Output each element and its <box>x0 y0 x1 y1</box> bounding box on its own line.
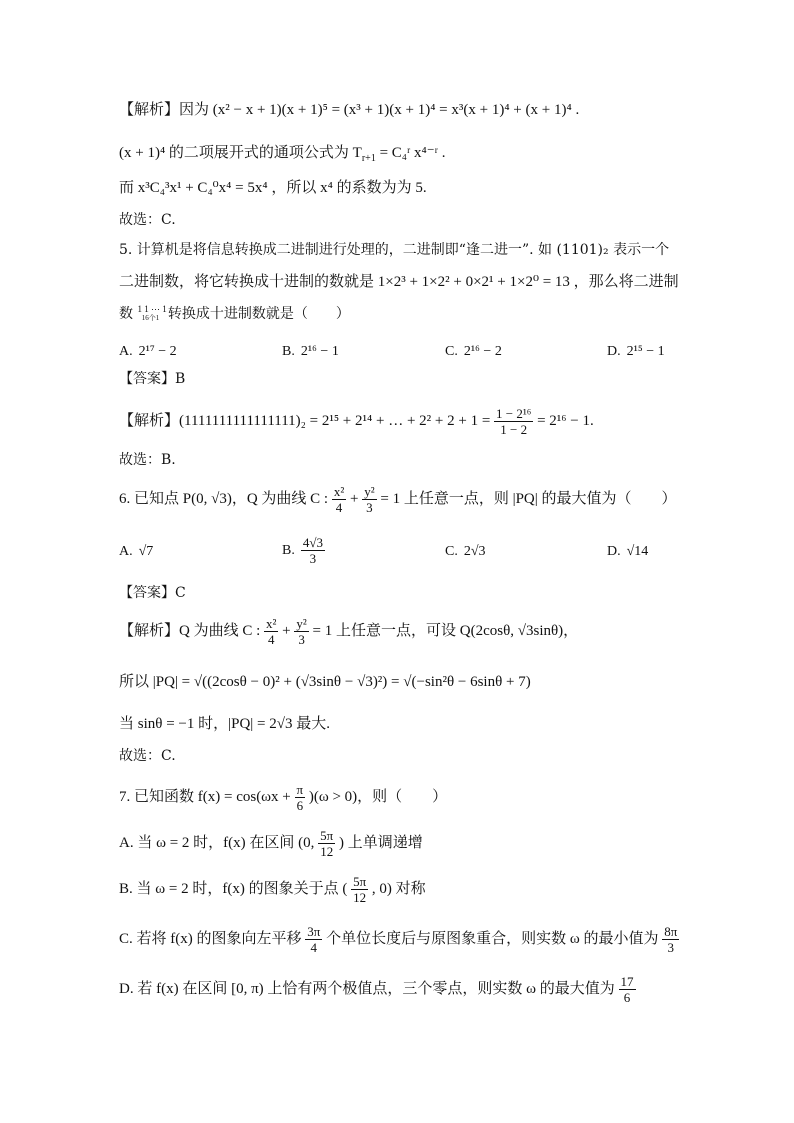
q5-choice-a-text: 2¹⁷ − 2 <box>138 344 177 359</box>
q7-stem-post: )(ω > 0)，则（ ） <box>308 789 448 805</box>
q7-optC-num: 3π <box>307 924 321 940</box>
q6-frac-x <box>332 484 346 515</box>
q5-frac-num: 1 − 2¹⁶ <box>496 406 532 422</box>
q5-analysis-post: = 2¹⁶ − 1. <box>537 413 594 429</box>
q7-optC-den2: 3 <box>667 940 674 956</box>
q7-stem-frac-den: 6 <box>296 798 304 814</box>
q6-frac-y-den: 3 <box>366 500 373 516</box>
q6-analysis-line3: 当 sinθ = −1 时，|PQ| = 2√3 最大. <box>119 716 330 732</box>
q6-analysis-frac-x <box>264 616 278 647</box>
q5-choice-c-text: 2¹⁶ − 2 <box>463 344 502 359</box>
q5-choice-d-label: D. <box>607 344 621 359</box>
q6-choice-a <box>119 542 153 562</box>
binary-icon-top: 1 1 ⋯ 1 <box>137 304 167 314</box>
q6-analysis1-pre: 【解析】Q 为曲线 C : <box>119 623 261 639</box>
q6-choice-b <box>282 532 325 570</box>
q7-option-b <box>119 872 426 906</box>
q6-frac-y-num: y² <box>364 484 375 500</box>
q5-analysis <box>119 404 594 438</box>
q6-choice-c <box>445 542 486 562</box>
q6-choice-a-text: √7 <box>138 544 154 559</box>
q7-optA-pre: A. 当 ω = 2 时，f(x) 在区间 (0, <box>119 835 315 851</box>
q7-stem-frac-num: π <box>296 782 304 798</box>
q4-line2-tail: = C₄ʳ x⁴⁻ʳ . <box>375 145 446 161</box>
q5-choice-b <box>282 342 339 362</box>
q5-choice-d <box>607 342 665 362</box>
q7-optB-den: 12 <box>353 890 367 906</box>
q6-select: 故选：C. <box>119 748 176 764</box>
q5-stem-line3 <box>119 304 350 324</box>
q6-analysis-line2: 所以 |PQ| = √((2cosθ − 0)² + (√3sinθ − √3)²) = √(−sin²θ − 6sinθ + 7) <box>119 674 531 690</box>
q4-analysis-line3: 而 x³C₄³x¹ + C₄⁰x⁴ = 5x⁴ ，所以 x⁴ 的系数为为 5. <box>119 180 427 196</box>
q7-option-c <box>119 922 679 956</box>
q6-analysis-frac-y-den: 3 <box>298 632 305 648</box>
q6-analysis-frac-y-num: y² <box>296 616 307 632</box>
q6-choice-b-label: B. <box>282 543 295 558</box>
q7-optD-num: 17 <box>620 974 634 990</box>
q5-stem-line2: 二进制数，将它转换成十进制的数就是 1×2³ + 1×2² + 0×2¹ + 1×2⁰ = 13 ，那么将二进制 <box>119 274 679 290</box>
q5-line3-post: 转换成十进制数就是（ ） <box>167 306 350 322</box>
q6-frac-y <box>362 484 376 515</box>
q6-choice-b-fraction <box>301 535 325 566</box>
q5-frac-den: 1 − 2 <box>500 422 528 438</box>
q7-optA-num: 5π <box>320 828 334 844</box>
q5-choice-c <box>445 342 502 362</box>
q5-select: 故选：B. <box>119 452 176 468</box>
q7-optD-den: 6 <box>623 990 631 1006</box>
q7-optC-mid: 个单位长度后与原图象重合，则实数 ω 的最小值为 <box>326 931 659 947</box>
q6-stem-pre: 6. 已知点 P(0, √3)，Q 为曲线 C : <box>119 491 329 507</box>
q7-stem <box>119 780 447 814</box>
q6-choice-b-num: 4√3 <box>302 535 323 551</box>
q6-choice-d <box>607 542 648 562</box>
binary-number-icon <box>137 304 167 323</box>
q4-select: 故选：C. <box>119 212 176 228</box>
q7-optC-num2: 8π <box>664 924 678 940</box>
q6-analysis-line1 <box>119 614 578 648</box>
q5-analysis-pre: 【解析】(1111111111111111)₂ = 2¹⁵ + 2¹⁴ + … + 2² + 2 + 1 = <box>119 413 491 429</box>
q4-analysis-line2 <box>119 143 445 169</box>
q6-analysis-frac-y <box>294 616 308 647</box>
q6-choice-c-label: C. <box>445 544 458 559</box>
q6-analysis-plus: + <box>282 623 291 639</box>
q7-optA-den: 12 <box>320 844 334 860</box>
q6-frac-x-den: 4 <box>335 500 343 516</box>
q7-optD-pre: D. 若 f(x) 在区间 [0, π) 上恰有两个极值点，三个零点，则实数 ω 的最大值为 <box>119 981 615 997</box>
q6-stem <box>119 482 677 516</box>
q7-option-a <box>119 826 423 860</box>
q6-analysis-frac-x-num: x² <box>266 616 277 632</box>
q7-optB-pre: B. 当 ω = 2 时，f(x) 的图象关于点 ( <box>119 881 348 897</box>
q4-line2-text: (x + 1)⁴ 的二项展开式的通项公式为 T <box>119 145 362 161</box>
q7-optD-fraction <box>619 974 636 1005</box>
q7-option-d <box>119 972 636 1006</box>
q6-choice-b-den: 3 <box>309 551 317 567</box>
q7-optB-fraction <box>351 874 368 905</box>
q6-plus: + <box>349 491 359 507</box>
q5-analysis-fraction <box>494 406 533 437</box>
binary-icon-bottom: 16个1 <box>141 314 160 322</box>
q5-choice-c-label: C. <box>445 344 458 359</box>
q5-choice-a-label: A. <box>119 344 133 359</box>
q6-choice-c-text: 2√3 <box>463 544 486 559</box>
q7-optC-fraction <box>305 924 322 955</box>
q4-analysis-line1: 【解析】因为 (x² − x + 1)(x + 1)⁵ = (x³ + 1)(x + 1)⁴ = x³(x + 1)⁴ + (x + 1)⁴ . <box>119 102 580 118</box>
q5-choice-a <box>119 342 177 362</box>
q6-stem-post: = 1 上任意一点，则 |PQ| 的最大值为（ ） <box>380 491 677 507</box>
q6-choice-a-label: A. <box>119 544 133 559</box>
q5-stem-line1: 5. 计算机是将信息转换成二进制进行处理的，二进制即“逢二进一”. 如 (1101)₂ 表示一个 <box>119 242 670 258</box>
q6-choice-d-label: D. <box>607 544 621 559</box>
q5-answer: 【答案】B <box>119 371 186 387</box>
q6-choice-d-text: √14 <box>626 544 649 559</box>
q7-optB-post: , 0) 对称 <box>371 881 426 897</box>
q5-choice-b-text: 2¹⁶ − 1 <box>300 344 339 359</box>
q7-optC-den: 4 <box>310 940 318 956</box>
q7-optA-post: ) 上单调递增 <box>338 835 423 851</box>
q6-analysis-frac-x-den: 4 <box>267 632 275 648</box>
q7-optC-pre: C. 若将 f(x) 的图象向左平移 <box>119 931 302 947</box>
q7-stem-fraction <box>295 782 306 813</box>
q5-line3-pre: 数 <box>119 306 133 322</box>
q4-line2-subscript: r+1 <box>361 153 376 164</box>
q7-stem-pre: 7. 已知函数 f(x) = cos(ωx + <box>119 789 291 805</box>
q6-answer: 【答案】C <box>119 585 186 601</box>
q7-optC-fraction2 <box>662 924 679 955</box>
q6-analysis1-post: = 1 上任意一点，可设 Q(2cosθ, √3sinθ)， <box>312 623 579 639</box>
q5-choice-b-label: B. <box>282 344 295 359</box>
q5-choice-d-text: 2¹⁵ − 1 <box>626 344 665 359</box>
q6-frac-x-num: x² <box>333 484 345 500</box>
q7-optA-fraction <box>318 828 335 859</box>
q7-optB-num: 5π <box>353 874 367 890</box>
